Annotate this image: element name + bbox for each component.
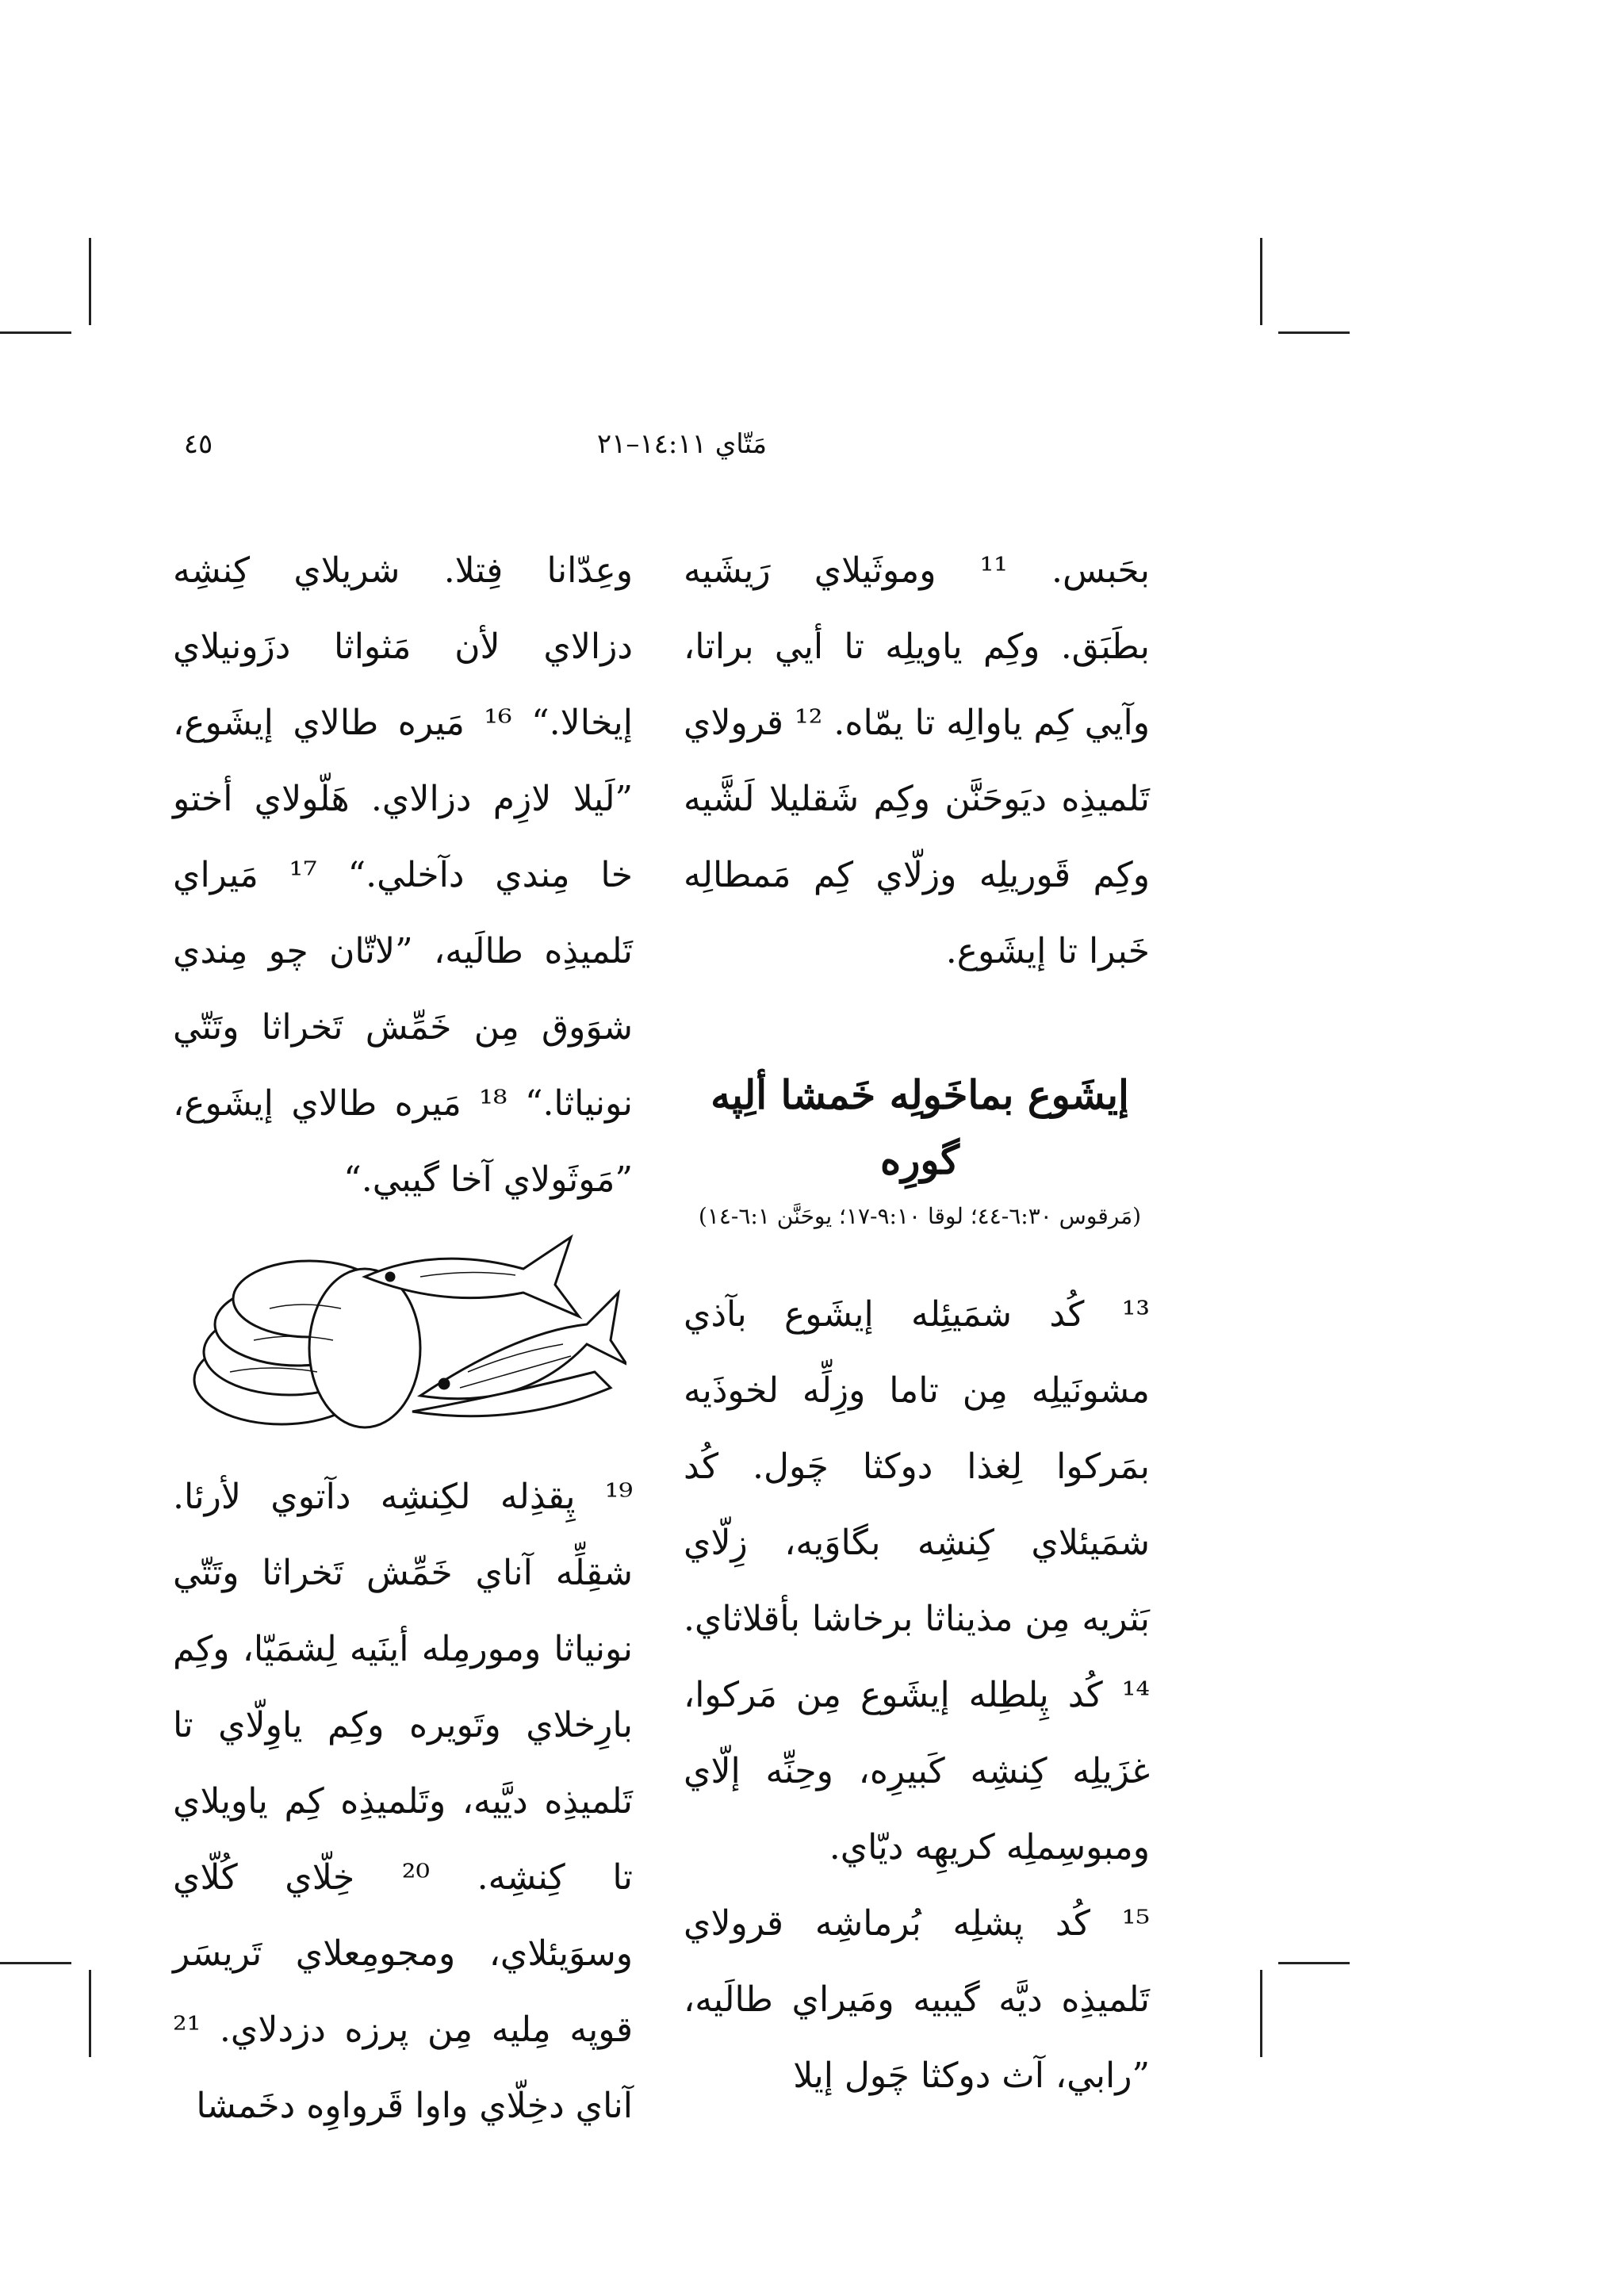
page-number: ٤٥ [183,428,213,460]
crop-mark-bottom-left-vertical [89,1970,91,2057]
crop-mark-top-left-horizontal [0,331,71,334]
cross-reference: (مَرقوس ٦:٣٠-٤٤؛ لوقا ٩:١٠-١٧؛ يوحَنَّن ٦:١-١٤) [698,1203,1142,1229]
crop-mark-bottom-right-vertical [1260,1970,1262,2057]
crop-mark-bottom-right-horizontal [1278,1962,1350,1964]
section-heading: إيشَوع بماخَولِه خَمشا ألِپه گورِه [710,1071,1129,1183]
paragraph: بحَبس. ¹¹ وموثَيلاي رَيشَيه بطَبَق. وكِم ياويلِه تا أيي براتا، وآيي كِم ياوالِه تا يمّاه. ¹² قرولاي تَلميذِه ديَوحَنَّن وكِم شَقليلا لَشَّيه وكِم قَوريلِه وزلّاي كِم مَمطالِه خَبرا تا إيشَوع. [684,550,1150,971]
paragraph: ¹⁵ كُد پشلِه بُرماشِه قرولاي تَلميذِه ديَّه گيبيه ومَيراي طالَيه، ”رابي، آث دوكثا چَول إيلا [684,1903,1150,2096]
paragraph: ¹⁹ پِقذِله لكِنشِه دآتوي لأرئا. شقِلِّه آناي خَمِّش تَخراثا وتَتّي نونياثا ومورمِله أينَيه لِشمَيّا، وكِم بارِخلاي وتَويره وكِم ياوِلّاي تا تَلميذِه ديَّيه، وتَلميذِه كِم ياويلاي تا كِنشِه. ²⁰ خِلّاي كُلّاي وسوَيئلاي، ومجومِعلاي تَريسَر قوپه مِليه مِن پرزه دزدلاي. ²¹ آناي دخِلّاي واوا قَرواوِه دخَمشا [173,1477,633,2126]
loaves-and-fishes-illustration [182,1213,626,1451]
crop-mark-top-left-vertical [89,238,91,325]
paragraph: وعِدّانا فِتلا. شريلاي كِنشِه دزالاي لأن مَثواثا دزَونيلاي إيخالا.“ ¹⁶ مَيره طالاي إيشَوع، ”لَيلا لازِم دزالاي. هَلّولاي أختو خا مِندي دآخلي.“ ¹⁷ مَيراي تَلميذِه طالَيه، ”لاتّان چو مِندي شوَوق مِن خَمِّش تَخراثا وتَتّي نونياثا.“ ¹⁸ مَيره طالاي إيشَوع، ”مَوثَولاي آخا گيبي.“ [173,550,633,1200]
crop-mark-bottom-left-horizontal [0,1962,71,1964]
right-column-text-bottom [684,1277,1150,2114]
running-head-title: مَتّاي ١٤:١١–٢١ [596,428,768,460]
right-column-text-top [684,533,1150,990]
crop-mark-top-right-vertical [1260,238,1262,325]
left-column-text-bottom [173,1459,633,2144]
paragraph: ¹³ كُد شمَيئِله إيشَوع بآذي مشونَيلِه مِن تاما وزِلِّه لخوذَيه بمَركوا لِغذا دوكثا چَول. كُد شمَيئلاي كِنشِه بگاوَيه، زِلّاي بَثريه مِن مذيناثا برخاشا بأقلاثاي. ¹⁴ كُد پِلطِله إيشَوع مِن مَركوا، غزَيلِه كِنشِه كَبيرِه، وحِنِّه إلّاي ومبوسِملِه كريهِه ديّاي. [684,1294,1150,1868]
left-column-text-top [173,533,633,1218]
crop-mark-top-right-horizontal [1278,331,1350,334]
